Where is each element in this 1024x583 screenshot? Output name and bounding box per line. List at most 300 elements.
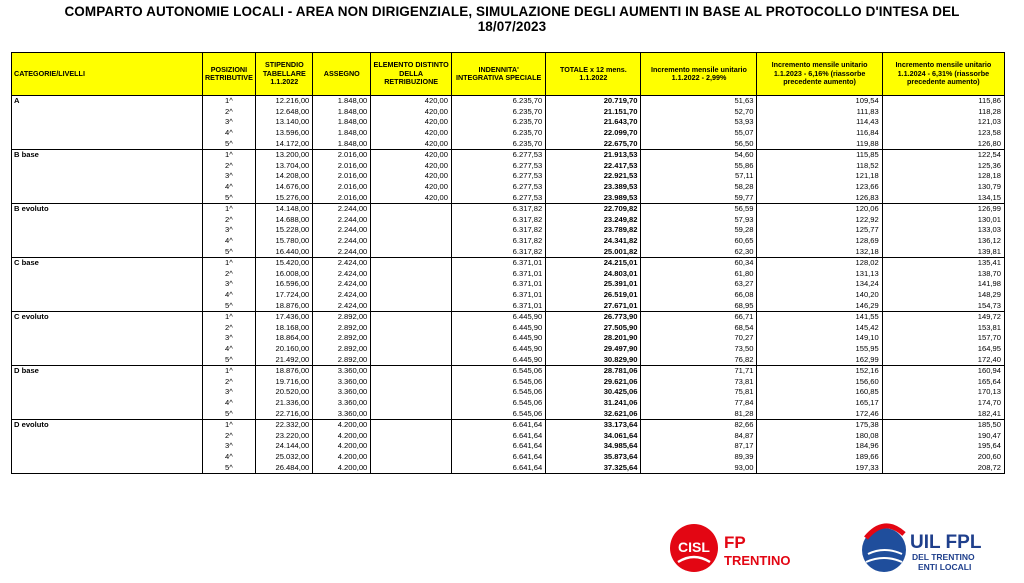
indennita-cell: 6.277,53 <box>452 171 546 182</box>
incremento-2024-cell: 115,86 <box>882 96 1004 107</box>
indennita-cell: 6.371,01 <box>452 257 546 268</box>
incremento-2024-cell: 133,03 <box>882 225 1004 236</box>
elemento-cell <box>371 463 452 474</box>
cisl-logo-text: CISL <box>678 539 710 555</box>
cisl-region-text: TRENTINO <box>724 553 791 568</box>
indennita-cell: 6.545,06 <box>452 398 546 409</box>
incremento-2022-cell: 81,28 <box>641 409 757 420</box>
stipendio-cell: 20.160,00 <box>256 344 313 355</box>
indennita-cell: 6.371,01 <box>452 279 546 290</box>
indennita-cell: 6.641,64 <box>452 463 546 474</box>
incremento-2024-cell: 165,64 <box>882 376 1004 387</box>
incremento-2023-cell: 131,13 <box>757 268 882 279</box>
header-indennita: INDENNITA' INTEGRATIVA SPECIALE <box>452 53 546 96</box>
posizione-cell: 5^ <box>202 247 256 258</box>
incremento-2022-cell: 82,66 <box>641 419 757 430</box>
indennita-cell: 6.317,82 <box>452 247 546 258</box>
salary-table <box>11 52 1005 474</box>
assegno-cell: 2.892,00 <box>313 344 371 355</box>
header-categoria: CATEGORIE/LIVELLI <box>12 53 203 96</box>
incremento-2022-cell: 63,27 <box>641 279 757 290</box>
incremento-2023-cell: 123,66 <box>757 182 882 193</box>
title-line-2: 18/07/2023 <box>477 19 547 34</box>
stipendio-cell: 23.220,00 <box>256 430 313 441</box>
category-cell: B evoluto <box>12 203 203 257</box>
assegno-cell: 2.016,00 <box>313 149 371 160</box>
indennita-cell: 6.317,82 <box>452 225 546 236</box>
incremento-2023-cell: 132,18 <box>757 247 882 258</box>
indennita-cell: 6.641,64 <box>452 441 546 452</box>
posizione-cell: 1^ <box>202 419 256 430</box>
indennita-cell: 6.445,90 <box>452 322 546 333</box>
incremento-2023-cell: 162,99 <box>757 355 882 366</box>
incremento-2024-cell: 134,15 <box>882 193 1004 204</box>
incremento-2023-cell: 120,06 <box>757 203 882 214</box>
elemento-cell: 420,00 <box>371 193 452 204</box>
elemento-cell <box>371 203 452 214</box>
incremento-2023-cell: 128,69 <box>757 236 882 247</box>
totale-cell: 32.621,06 <box>546 409 641 420</box>
elemento-cell <box>371 452 452 463</box>
indennita-cell: 6.445,90 <box>452 311 546 322</box>
incremento-2022-cell: 76,82 <box>641 355 757 366</box>
indennita-cell: 6.277,53 <box>452 149 546 160</box>
totale-cell: 30.425,06 <box>546 387 641 398</box>
stipendio-cell: 14.172,00 <box>256 139 313 150</box>
incremento-2023-cell: 172,46 <box>757 409 882 420</box>
totale-cell: 22.099,70 <box>546 128 641 139</box>
uil-line1-text: DEL TRENTINO <box>912 552 975 562</box>
table-row <box>12 311 1005 322</box>
incremento-2023-cell: 122,92 <box>757 214 882 225</box>
elemento-cell: 420,00 <box>371 171 452 182</box>
table-row <box>12 203 1005 214</box>
assegno-cell: 3.360,00 <box>313 409 371 420</box>
incremento-2022-cell: 71,71 <box>641 365 757 376</box>
totale-cell: 21.913,53 <box>546 149 641 160</box>
incremento-2022-cell: 73,81 <box>641 376 757 387</box>
incremento-2023-cell: 160,85 <box>757 387 882 398</box>
totale-cell: 22.417,53 <box>546 160 641 171</box>
stipendio-cell: 22.716,00 <box>256 409 313 420</box>
elemento-cell: 420,00 <box>371 182 452 193</box>
incremento-2024-cell: 118,28 <box>882 106 1004 117</box>
stipendio-cell: 15.780,00 <box>256 236 313 247</box>
totale-cell: 35.873,64 <box>546 452 641 463</box>
stipendio-cell: 18.864,00 <box>256 333 313 344</box>
elemento-cell: 420,00 <box>371 117 452 128</box>
incremento-2022-cell: 66,08 <box>641 290 757 301</box>
posizione-cell: 3^ <box>202 441 256 452</box>
posizione-cell: 4^ <box>202 344 256 355</box>
assegno-cell: 1.848,00 <box>313 96 371 107</box>
incremento-2023-cell: 155,95 <box>757 344 882 355</box>
header-stipendio: STIPENDIO TABELLARE 1.1.2022 <box>256 53 313 96</box>
posizione-cell: 2^ <box>202 322 256 333</box>
incremento-2023-cell: 115,85 <box>757 149 882 160</box>
totale-cell: 24.341,82 <box>546 236 641 247</box>
assegno-cell: 4.200,00 <box>313 441 371 452</box>
assegno-cell: 4.200,00 <box>313 463 371 474</box>
incremento-2023-cell: 140,20 <box>757 290 882 301</box>
indennita-cell: 6.641,64 <box>452 452 546 463</box>
incremento-2024-cell: 149,72 <box>882 311 1004 322</box>
indennita-cell: 6.235,70 <box>452 139 546 150</box>
assegno-cell: 2.424,00 <box>313 301 371 312</box>
indennita-cell: 6.317,82 <box>452 236 546 247</box>
cisl-fp-text: FP <box>724 533 746 552</box>
incremento-2024-cell: 172,40 <box>882 355 1004 366</box>
incremento-2022-cell: 89,39 <box>641 452 757 463</box>
totale-cell: 22.921,53 <box>546 171 641 182</box>
elemento-cell <box>371 441 452 452</box>
category-cell: B base <box>12 149 203 203</box>
incremento-2022-cell: 75,81 <box>641 387 757 398</box>
incremento-2024-cell: 130,79 <box>882 182 1004 193</box>
posizione-cell: 4^ <box>202 290 256 301</box>
totale-cell: 24.215,01 <box>546 257 641 268</box>
incremento-2022-cell: 68,54 <box>641 322 757 333</box>
totale-cell: 20.719,70 <box>546 96 641 107</box>
indennita-cell: 6.277,53 <box>452 160 546 171</box>
assegno-cell: 2.892,00 <box>313 333 371 344</box>
header-totale: TOTALE x 12 mens. 1.1.2022 <box>546 53 641 96</box>
stipendio-cell: 18.168,00 <box>256 322 313 333</box>
incremento-2024-cell: 185,50 <box>882 419 1004 430</box>
document-title <box>0 4 1024 34</box>
incremento-2023-cell: 165,17 <box>757 398 882 409</box>
posizione-cell: 5^ <box>202 139 256 150</box>
posizione-cell: 2^ <box>202 214 256 225</box>
incremento-2022-cell: 60,34 <box>641 257 757 268</box>
totale-cell: 31.241,06 <box>546 398 641 409</box>
incremento-2022-cell: 61,80 <box>641 268 757 279</box>
assegno-cell: 2.424,00 <box>313 268 371 279</box>
stipendio-cell: 14.148,00 <box>256 203 313 214</box>
category-cell: C evoluto <box>12 311 203 365</box>
incremento-2022-cell: 77,84 <box>641 398 757 409</box>
category-cell: A <box>12 96 203 150</box>
incremento-2023-cell: 145,42 <box>757 322 882 333</box>
stipendio-cell: 21.336,00 <box>256 398 313 409</box>
header-incremento-2022: Incremento mensile unitario 1.1.2022 - 2,99% <box>641 53 757 96</box>
posizione-cell: 5^ <box>202 301 256 312</box>
incremento-2024-cell: 128,18 <box>882 171 1004 182</box>
indennita-cell: 6.235,70 <box>452 96 546 107</box>
posizione-cell: 1^ <box>202 96 256 107</box>
stipendio-cell: 12.648,00 <box>256 106 313 117</box>
incremento-2022-cell: 59,28 <box>641 225 757 236</box>
uil-line2-text: ENTI LOCALI <box>918 562 972 572</box>
incremento-2023-cell: 141,55 <box>757 311 882 322</box>
incremento-2023-cell: 109,54 <box>757 96 882 107</box>
elemento-cell <box>371 398 452 409</box>
incremento-2024-cell: 125,36 <box>882 160 1004 171</box>
assegno-cell: 2.892,00 <box>313 322 371 333</box>
incremento-2023-cell: 149,10 <box>757 333 882 344</box>
cisl-fp-trentino-logo <box>668 522 808 574</box>
totale-cell: 21.643,70 <box>546 117 641 128</box>
totale-cell: 29.621,06 <box>546 376 641 387</box>
assegno-cell: 2.016,00 <box>313 160 371 171</box>
incremento-2024-cell: 148,29 <box>882 290 1004 301</box>
incremento-2024-cell: 195,64 <box>882 441 1004 452</box>
incremento-2024-cell: 164,95 <box>882 344 1004 355</box>
incremento-2022-cell: 73,50 <box>641 344 757 355</box>
elemento-cell <box>371 301 452 312</box>
posizione-cell: 2^ <box>202 376 256 387</box>
elemento-cell <box>371 376 452 387</box>
assegno-cell: 1.848,00 <box>313 128 371 139</box>
totale-cell: 22.675,70 <box>546 139 641 150</box>
totale-cell: 28.201,90 <box>546 333 641 344</box>
indennita-cell: 6.641,64 <box>452 419 546 430</box>
incremento-2024-cell: 141,98 <box>882 279 1004 290</box>
indennita-cell: 6.235,70 <box>452 106 546 117</box>
incremento-2023-cell: 114,43 <box>757 117 882 128</box>
incremento-2022-cell: 70,27 <box>641 333 757 344</box>
incremento-2022-cell: 55,07 <box>641 128 757 139</box>
indennita-cell: 6.445,90 <box>452 333 546 344</box>
incremento-2023-cell: 156,60 <box>757 376 882 387</box>
incremento-2022-cell: 93,00 <box>641 463 757 474</box>
assegno-cell: 2.244,00 <box>313 247 371 258</box>
incremento-2023-cell: 126,83 <box>757 193 882 204</box>
table-row <box>12 96 1005 107</box>
totale-cell: 27.671,01 <box>546 301 641 312</box>
incremento-2024-cell: 136,12 <box>882 236 1004 247</box>
stipendio-cell: 13.704,00 <box>256 160 313 171</box>
indennita-cell: 6.545,06 <box>452 365 546 376</box>
posizione-cell: 2^ <box>202 268 256 279</box>
posizione-cell: 2^ <box>202 160 256 171</box>
posizione-cell: 3^ <box>202 117 256 128</box>
totale-cell: 30.829,90 <box>546 355 641 366</box>
elemento-cell <box>371 236 452 247</box>
indennita-cell: 6.641,64 <box>452 430 546 441</box>
incremento-2024-cell: 122,54 <box>882 149 1004 160</box>
indennita-cell: 6.277,53 <box>452 193 546 204</box>
stipendio-cell: 20.520,00 <box>256 387 313 398</box>
incremento-2024-cell: 208,72 <box>882 463 1004 474</box>
uil-logo-text: UIL FPL <box>910 532 982 553</box>
stipendio-cell: 17.724,00 <box>256 290 313 301</box>
incremento-2024-cell: 174,70 <box>882 398 1004 409</box>
incremento-2024-cell: 154,73 <box>882 301 1004 312</box>
indennita-cell: 6.317,82 <box>452 203 546 214</box>
incremento-2023-cell: 111,83 <box>757 106 882 117</box>
incremento-2022-cell: 87,17 <box>641 441 757 452</box>
assegno-cell: 3.360,00 <box>313 398 371 409</box>
elemento-cell: 420,00 <box>371 106 452 117</box>
indennita-cell: 6.371,01 <box>452 301 546 312</box>
elemento-cell <box>371 409 452 420</box>
assegno-cell: 4.200,00 <box>313 452 371 463</box>
stipendio-cell: 18.876,00 <box>256 365 313 376</box>
assegno-cell: 2.244,00 <box>313 203 371 214</box>
header-posizioni: POSIZIONI RETRIBUTIVE <box>202 53 256 96</box>
incremento-2024-cell: 200,60 <box>882 452 1004 463</box>
totale-cell: 22.709,82 <box>546 203 641 214</box>
posizione-cell: 2^ <box>202 430 256 441</box>
stipendio-cell: 13.596,00 <box>256 128 313 139</box>
elemento-cell <box>371 311 452 322</box>
posizione-cell: 4^ <box>202 182 256 193</box>
incremento-2024-cell: 121,03 <box>882 117 1004 128</box>
elemento-cell <box>371 247 452 258</box>
incremento-2024-cell: 160,94 <box>882 365 1004 376</box>
indennita-cell: 6.317,82 <box>452 214 546 225</box>
posizione-cell: 1^ <box>202 257 256 268</box>
posizione-cell: 4^ <box>202 398 256 409</box>
title-line-1: COMPARTO AUTONOMIE LOCALI - AREA NON DIRIGENZIALE, SIMULAZIONE DEGLI AUMENTI IN BASE AL PROTOCOLLO D'INTESA DEL <box>64 4 960 19</box>
incremento-2022-cell: 57,93 <box>641 214 757 225</box>
incremento-2024-cell: 138,70 <box>882 268 1004 279</box>
incremento-2024-cell: 135,41 <box>882 257 1004 268</box>
table-body <box>12 96 1005 474</box>
stipendio-cell: 16.440,00 <box>256 247 313 258</box>
uil-fpl-logo <box>860 516 1010 578</box>
incremento-2023-cell: 180,08 <box>757 430 882 441</box>
category-cell: D evoluto <box>12 419 203 473</box>
incremento-2023-cell: 125,77 <box>757 225 882 236</box>
incremento-2023-cell: 119,88 <box>757 139 882 150</box>
incremento-2023-cell: 184,96 <box>757 441 882 452</box>
assegno-cell: 2.016,00 <box>313 171 371 182</box>
totale-cell: 23.789,82 <box>546 225 641 236</box>
posizione-cell: 5^ <box>202 463 256 474</box>
incremento-2023-cell: 121,18 <box>757 171 882 182</box>
totale-cell: 37.325,64 <box>546 463 641 474</box>
posizione-cell: 3^ <box>202 225 256 236</box>
stipendio-cell: 15.228,00 <box>256 225 313 236</box>
assegno-cell: 2.016,00 <box>313 182 371 193</box>
indennita-cell: 6.445,90 <box>452 355 546 366</box>
incremento-2024-cell: 182,41 <box>882 409 1004 420</box>
indennita-cell: 6.235,70 <box>452 128 546 139</box>
elemento-cell <box>371 279 452 290</box>
assegno-cell: 2.892,00 <box>313 311 371 322</box>
elemento-cell <box>371 322 452 333</box>
incremento-2023-cell: 134,24 <box>757 279 882 290</box>
incremento-2022-cell: 59,77 <box>641 193 757 204</box>
totale-cell: 34.985,64 <box>546 441 641 452</box>
assegno-cell: 2.244,00 <box>313 214 371 225</box>
incremento-2022-cell: 58,28 <box>641 182 757 193</box>
stipendio-cell: 25.032,00 <box>256 452 313 463</box>
incremento-2022-cell: 62,30 <box>641 247 757 258</box>
assegno-cell: 2.016,00 <box>313 193 371 204</box>
incremento-2022-cell: 56,59 <box>641 203 757 214</box>
stipendio-cell: 12.216,00 <box>256 96 313 107</box>
incremento-2024-cell: 170,13 <box>882 387 1004 398</box>
stipendio-cell: 16.008,00 <box>256 268 313 279</box>
incremento-2024-cell: 139,81 <box>882 247 1004 258</box>
category-cell: C base <box>12 257 203 311</box>
indennita-cell: 6.545,06 <box>452 387 546 398</box>
totale-cell: 27.505,90 <box>546 322 641 333</box>
indennita-cell: 6.235,70 <box>452 117 546 128</box>
assegno-cell: 2.424,00 <box>313 257 371 268</box>
indennita-cell: 6.545,06 <box>452 376 546 387</box>
totale-cell: 26.773,90 <box>546 311 641 322</box>
incremento-2024-cell: 126,80 <box>882 139 1004 150</box>
stipendio-cell: 14.688,00 <box>256 214 313 225</box>
stipendio-cell: 13.140,00 <box>256 117 313 128</box>
stipendio-cell: 13.200,00 <box>256 149 313 160</box>
incremento-2022-cell: 54,60 <box>641 149 757 160</box>
elemento-cell <box>371 257 452 268</box>
totale-cell: 23.389,53 <box>546 182 641 193</box>
assegno-cell: 2.424,00 <box>313 290 371 301</box>
stipendio-cell: 14.676,00 <box>256 182 313 193</box>
incremento-2023-cell: 128,02 <box>757 257 882 268</box>
incremento-2022-cell: 52,70 <box>641 106 757 117</box>
incremento-2022-cell: 53,93 <box>641 117 757 128</box>
totale-cell: 29.497,90 <box>546 344 641 355</box>
assegno-cell: 1.848,00 <box>313 106 371 117</box>
totale-cell: 24.803,01 <box>546 268 641 279</box>
assegno-cell: 2.244,00 <box>313 236 371 247</box>
table-row <box>12 257 1005 268</box>
elemento-cell <box>371 419 452 430</box>
totale-cell: 25.391,01 <box>546 279 641 290</box>
elemento-cell: 420,00 <box>371 139 452 150</box>
posizione-cell: 1^ <box>202 149 256 160</box>
incremento-2023-cell: 146,29 <box>757 301 882 312</box>
posizione-cell: 3^ <box>202 387 256 398</box>
posizione-cell: 5^ <box>202 193 256 204</box>
assegno-cell: 2.424,00 <box>313 279 371 290</box>
elemento-cell <box>371 387 452 398</box>
incremento-2022-cell: 56,50 <box>641 139 757 150</box>
posizione-cell: 1^ <box>202 311 256 322</box>
elemento-cell <box>371 344 452 355</box>
incremento-2023-cell: 197,33 <box>757 463 882 474</box>
posizione-cell: 4^ <box>202 236 256 247</box>
posizione-cell: 3^ <box>202 171 256 182</box>
assegno-cell: 4.200,00 <box>313 430 371 441</box>
stipendio-cell: 26.484,00 <box>256 463 313 474</box>
incremento-2023-cell: 118,52 <box>757 160 882 171</box>
header-incremento-2023: Incremento mensile unitario 1.1.2023 - 6,16% (riassorbe precedente aumento) <box>757 53 882 96</box>
incremento-2023-cell: 175,38 <box>757 419 882 430</box>
elemento-cell: 420,00 <box>371 160 452 171</box>
incremento-2024-cell: 153,81 <box>882 322 1004 333</box>
assegno-cell: 2.892,00 <box>313 355 371 366</box>
totale-cell: 23.249,82 <box>546 214 641 225</box>
header-elemento: ELEMENTO DISTINTO DELLA RETRIBUZIONE <box>371 53 452 96</box>
elemento-cell <box>371 268 452 279</box>
posizione-cell: 5^ <box>202 355 256 366</box>
stipendio-cell: 17.436,00 <box>256 311 313 322</box>
table-row <box>12 365 1005 376</box>
incremento-2022-cell: 55,86 <box>641 160 757 171</box>
elemento-cell <box>371 225 452 236</box>
posizione-cell: 1^ <box>202 365 256 376</box>
elemento-cell <box>371 355 452 366</box>
incremento-2024-cell: 190,47 <box>882 430 1004 441</box>
assegno-cell: 3.360,00 <box>313 387 371 398</box>
indennita-cell: 6.277,53 <box>452 182 546 193</box>
indennita-cell: 6.371,01 <box>452 290 546 301</box>
posizione-cell: 3^ <box>202 333 256 344</box>
assegno-cell: 4.200,00 <box>313 419 371 430</box>
totale-cell: 34.061,64 <box>546 430 641 441</box>
incremento-2024-cell: 123,58 <box>882 128 1004 139</box>
table-row <box>12 149 1005 160</box>
assegno-cell: 1.848,00 <box>313 139 371 150</box>
